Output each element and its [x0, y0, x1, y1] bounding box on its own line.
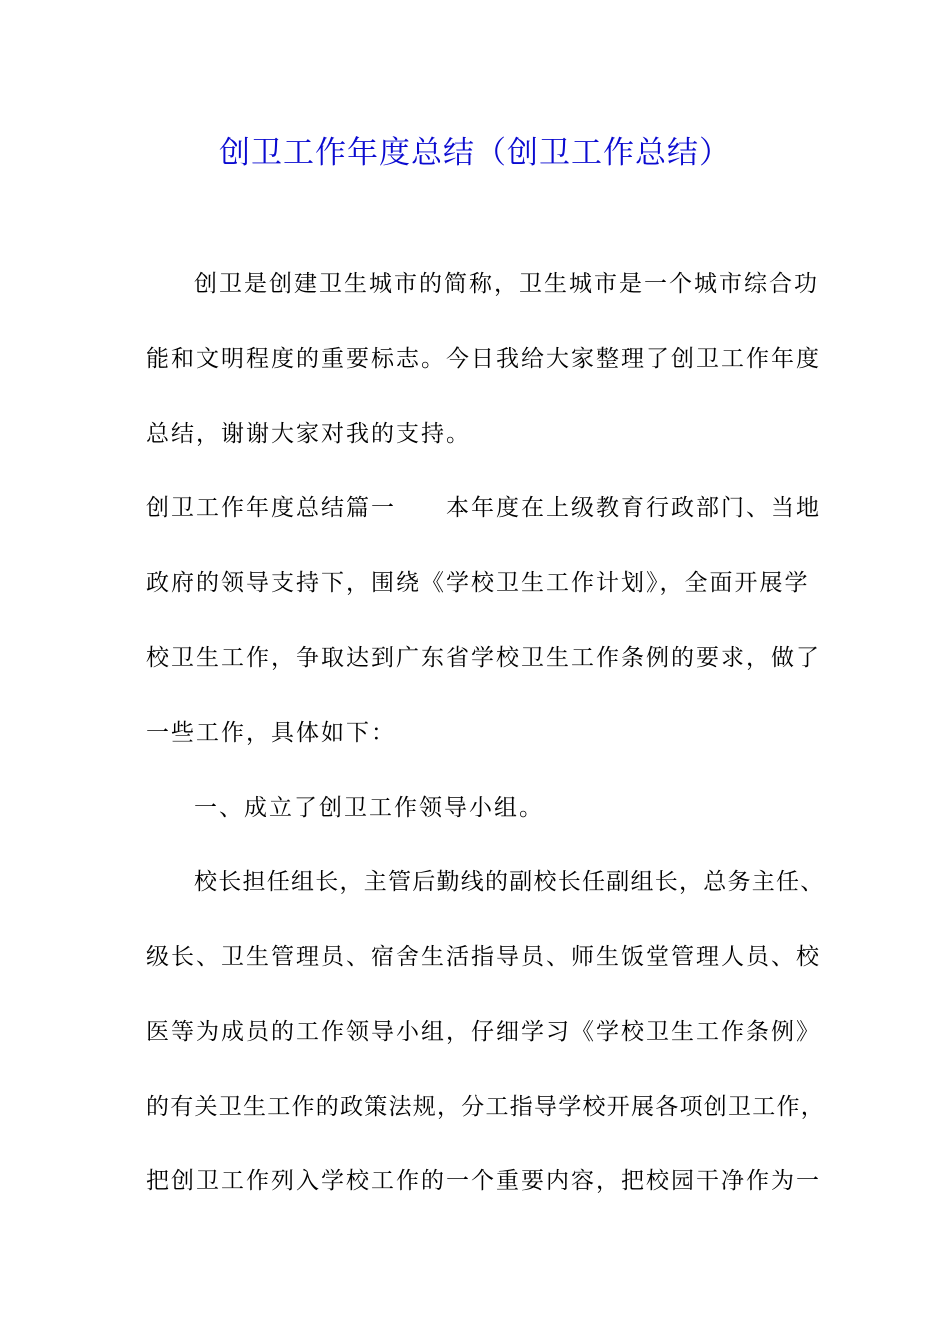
section-heading: 一、成立了创卫工作领导小组。 — [194, 795, 544, 821]
paragraph-line: 医等为成员的工作领导小组，仔细学习《学校卫生工作条例》 — [146, 1019, 821, 1045]
paragraph-line: 能和文明程度的重要标志。今日我给大家整理了创卫工作年度 — [146, 346, 821, 372]
paragraph-line: 校卫生工作，争取达到广东省学校卫生工作条例的要求，做了 — [146, 645, 821, 671]
document-title: 创卫工作年度总结（创卫工作总结） — [219, 135, 731, 171]
paragraph-line: 级长、卫生管理员、宿舍生活指导员、师生饭堂管理人员、校 — [146, 944, 821, 970]
paragraph-line: 校长担任组长，主管后勤线的副校长任副组长，总务主任、 — [194, 869, 825, 895]
paragraph-line: 把创卫工作列入学校工作的一个重要内容，把校园干净作为一 — [146, 1168, 821, 1194]
paragraph-line: 创卫是创建卫生城市的简称，卫生城市是一个城市综合功 — [194, 271, 819, 297]
paragraph-line: 的有关卫生工作的政策法规，分工指导学校开展各项创卫工作， — [146, 1094, 825, 1120]
paragraph-line: 政府的领导支持下，围绕《学校卫生工作计划》，全面开展学 — [146, 570, 810, 596]
paragraph-line: 创卫工作年度总结篇一 本年度在上级教育行政部门、当地 — [146, 495, 821, 521]
paragraph-line: 总结，谢谢大家对我的支持。 — [146, 421, 471, 447]
paragraph-line: 一些工作，具体如下： — [146, 720, 396, 746]
